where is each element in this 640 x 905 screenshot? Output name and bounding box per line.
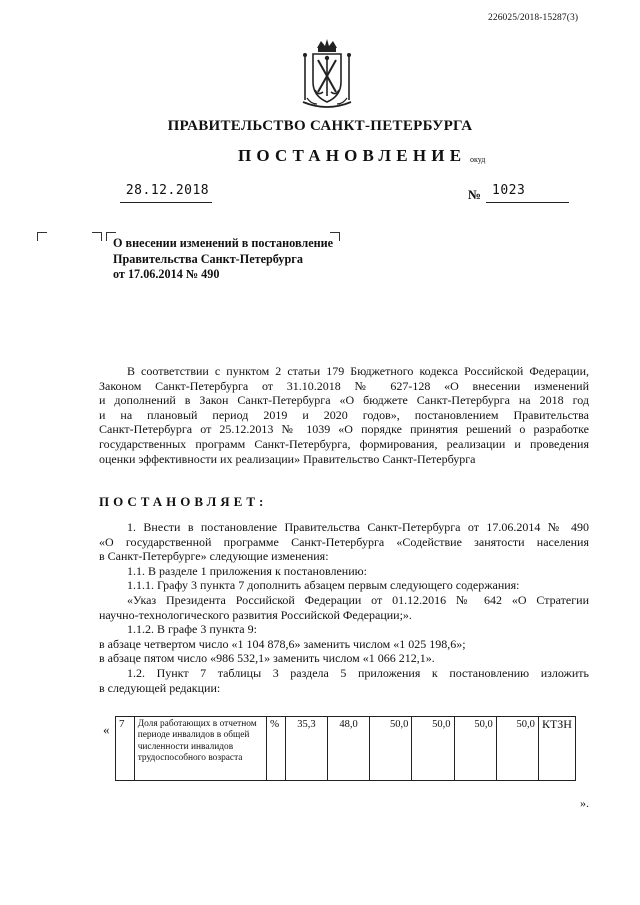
item-1-2-line-2: в следующей редакции:	[99, 680, 221, 695]
preamble	[99, 364, 589, 466]
date-underline	[120, 202, 212, 203]
bracket-top-left-outer	[37, 232, 47, 241]
resolves-heading: ПОСТАНОВЛЯЕТ:	[99, 494, 268, 509]
table-row	[116, 717, 576, 781]
decree-line-1: «Указ Президента Российской Федерации от 01.12.2016 № 642 «О Стратегии	[127, 592, 589, 607]
subject-line-1: О внесении изменений в постановление	[113, 236, 334, 250]
item-1-2-line-1: 1.2. Пункт 7 таблицы 3 раздела 5 приложения к постановлению изложить	[127, 665, 589, 680]
value-cell-4: 50,0	[412, 717, 454, 781]
document-number: 1023	[492, 183, 526, 198]
item-1-1-1: 1.1.1. Графу 3 пункта 7 дополнить абзацем первым следующего содержания:	[127, 578, 520, 593]
table-open-quote: «	[103, 722, 110, 737]
document-date: 28.12.2018	[125, 183, 210, 198]
paragraph-fourth-change: в абзаце четвертом число «1 104 878,6» заменить числом «1 025 198,6»;	[99, 636, 466, 651]
indicator-name: Доля работающих в отчетном периоде инвалидов в общей численности инвалидов трудоспособного возраста	[134, 717, 266, 781]
document-subject	[113, 236, 333, 283]
item-1-1: 1.1. В разделе 1 приложения к постановлению:	[127, 563, 367, 578]
document-type-title: ПОСТАНОВЛЕНИЕ	[238, 146, 467, 165]
value-cell-3: 50,0	[370, 717, 412, 781]
preamble-line-5: Санкт-Петербурга от 25.12.2013 № 1039 «О порядке принятия решений о разработке	[99, 422, 589, 437]
coat-of-arms-emblem	[297, 38, 357, 114]
executor-cell: КТЗН	[538, 717, 575, 781]
okud-label: окуд	[470, 155, 486, 164]
value-cell-5: 50,0	[454, 717, 496, 781]
item-1-line-3: в Санкт-Петербурге» следующие изменения:	[99, 549, 329, 564]
subject-line-3: от 17.06.2014 № 490	[113, 267, 220, 281]
item-1-line-2: «О государственной программе Санкт-Петербурга «Содействие занятости населения	[99, 534, 589, 549]
preamble-line-4: и на плановый период 2019 и 2020 годов», постановлением Правительства	[99, 407, 589, 422]
table-close-quote: ».	[580, 796, 589, 810]
preamble-line-3: и дополнений в Закон Санкт-Петербурга «О бюджете Санкт-Петербурга на 2018 год	[99, 393, 589, 408]
indicator-table-row	[115, 716, 576, 781]
decree-line-2: научно-технологического развития Российской Федерации;».	[99, 607, 412, 622]
preamble-line-7: оценки эффективности их реализации» Правительство Санкт-Петербурга	[99, 451, 476, 466]
subject-line-2: Правительства Санкт-Петербурга	[113, 251, 303, 266]
value-cell-6: 50,0	[496, 717, 538, 781]
value-cell-1: 35,3	[285, 717, 327, 781]
government-name: ПРАВИТЕЛЬСТВО САНКТ-ПЕТЕРБУРГА	[167, 118, 473, 134]
number-underline	[486, 202, 569, 203]
item-1-line-1: 1. Внести в постановление Правительства Санкт-Петербурга от 17.06.2014 № 490	[127, 520, 589, 534]
paragraph-fifth-change: в абзаце пятом число «986 532,1» заменить числом «1 066 212,1».	[99, 651, 435, 666]
bracket-top-left-inner-a	[92, 232, 102, 241]
resolution-items	[99, 520, 589, 695]
row-number: 7	[116, 717, 135, 781]
preamble-line-2: Законом Санкт-Петербурга от 31.10.2018 № 627-128 «О внесении изменений	[99, 378, 589, 393]
unit-cell: %	[266, 717, 285, 781]
preamble-line-6: государственных программ Санкт-Петербурга, формирования, реализации и проведения	[99, 436, 589, 451]
document-registration-number: 226025/2018-15287(3)	[488, 13, 579, 23]
number-label: №	[468, 187, 482, 202]
item-1-1-2: 1.1.2. В графе 3 пункта 9:	[127, 622, 257, 637]
value-cell-2: 48,0	[327, 717, 369, 781]
preamble-line-1: В соответствии с пунктом 2 статьи 179 Бюджетного кодекса Российской Федерации,	[127, 364, 589, 378]
